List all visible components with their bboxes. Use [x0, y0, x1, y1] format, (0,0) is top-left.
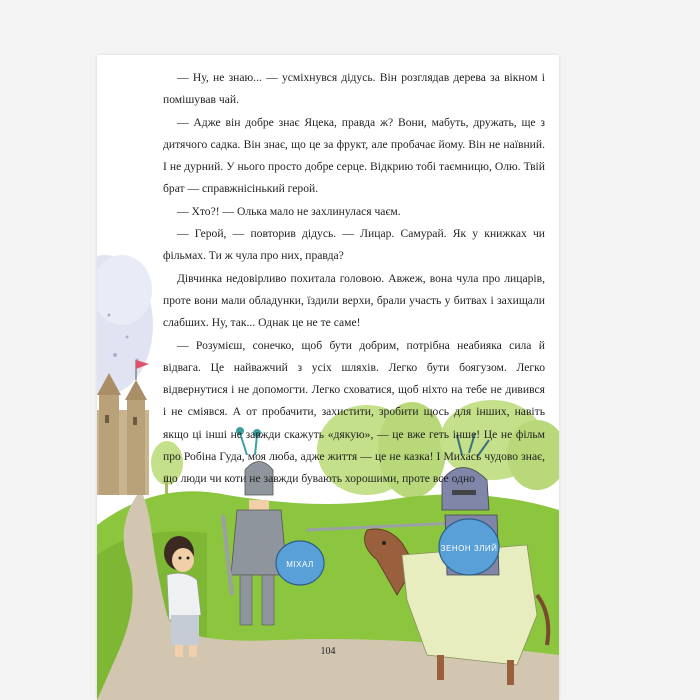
- page-number: 104: [320, 646, 336, 657]
- story-text: [163, 67, 545, 491]
- paragraph: — Адже він добре знає Яцека, правда ж? Вони, мабуть, дружать, ще з дитячого садка. Він знає, що це за фрукт, але пробачає йому. Він не наївний. І не дурний. У нього просто добре серце. Відкрию тобі таємницю, Олю. Твій брат — справжнісінький герой.: [163, 115, 545, 196]
- paragraph: — Ну, не знаю... — усміхнувся дідусь. Він розглядав дерева за вікном і помішував чай.: [163, 71, 545, 107]
- book-page: [97, 55, 559, 700]
- shield-left-label: МІХАЛ: [286, 560, 314, 569]
- paragraph: Дівчинка недовірливо похитала головою. Авжеж, вона чула про лицарів, проте вони мали обладунки, їздили верхи, брали участь у битвах і захищали слабших. Ну, так... Однак це не те саме!: [163, 271, 545, 330]
- sky-wash: [97, 255, 153, 395]
- paragraph: — Хто?! — Олька мало не захлинулася чаєм.: [177, 204, 401, 218]
- paragraph: — Розумієш, сонечко, щоб бути добрим, потрібна неабияка сила й відвага. Це найважчий з усіх шляхів. Легко бути боягузом. Легко відвернутися і не допомогти. Легко сховатися, щоб ніхто на тебе не дивився і не сміявся. А от пробачити, захистити, зробити щось для інших, навіть якщо ці інші не завжди скажуть «дякую», — це вже геть інше! Це не фільм про Робіна Гуда, моя люба, адже життя — це не казка! І Михась чудово знає, що люди чи коти не завжди бувають хорошими, проте все одно: [163, 338, 545, 486]
- paragraph: — Герой, — повторив дідусь. — Лицар. Самурай. Як у книжках чи фільмах. Ти ж чула про них, правда?: [163, 227, 545, 263]
- shield-right-label: ЗЕНОН ЗЛИЙ: [440, 544, 498, 553]
